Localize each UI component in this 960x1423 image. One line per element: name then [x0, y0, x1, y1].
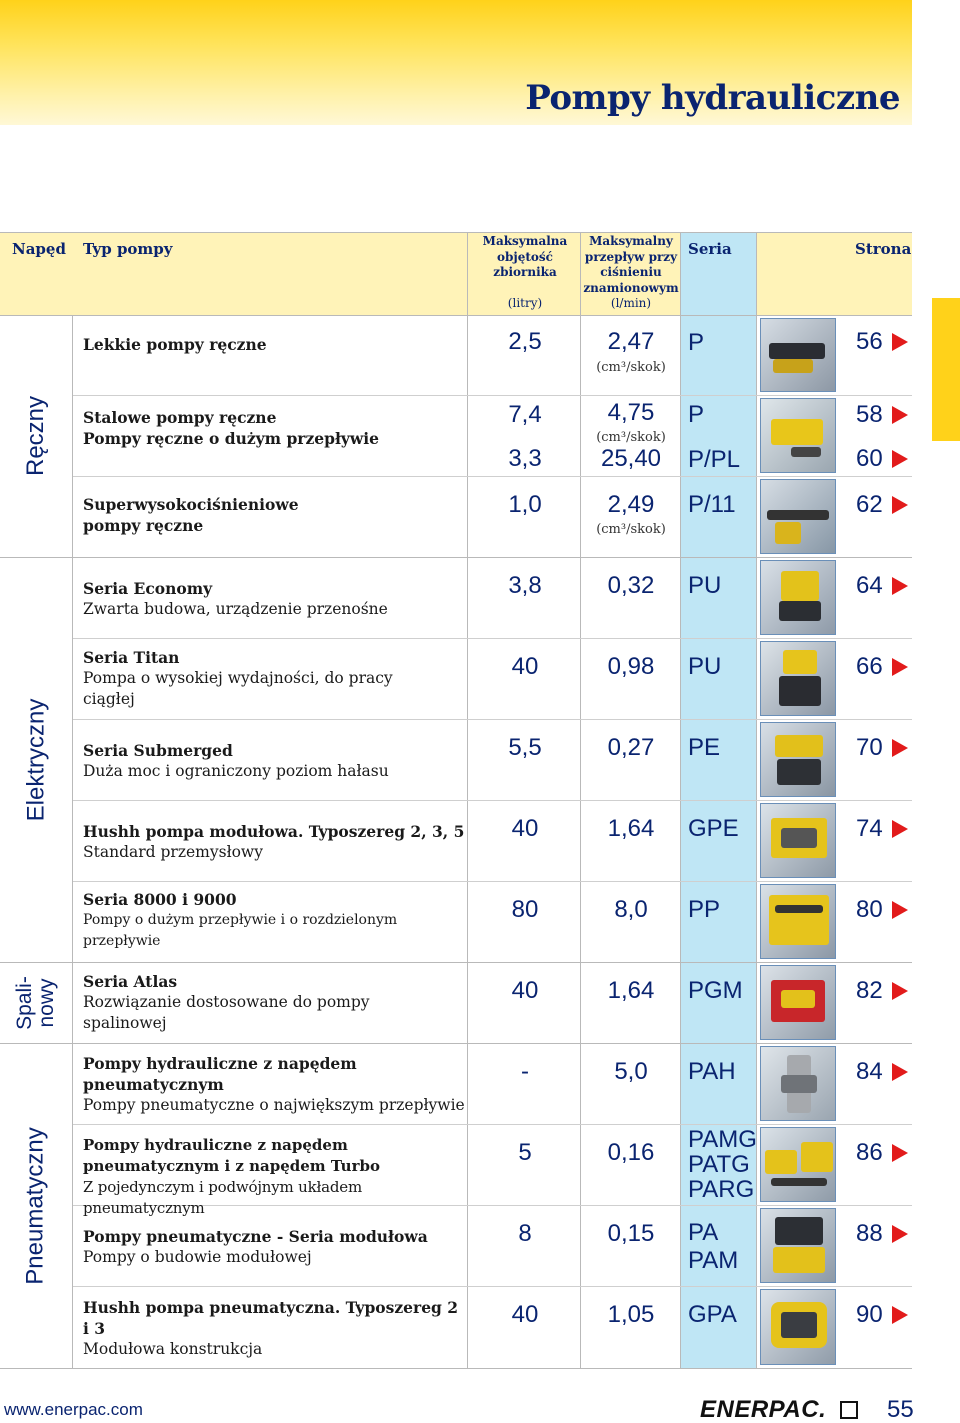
row-12-volume: 40 — [511, 1301, 539, 1328]
category-reczny-label: Ręczny — [22, 395, 49, 477]
row-2-flow-unit: (cm³/skok) — [596, 522, 666, 537]
row-4-series: PU — [688, 653, 722, 680]
row-9-type — [83, 1053, 468, 1116]
row-8-series: PGM — [688, 977, 743, 1004]
category-pneumatyczny — [0, 1043, 72, 1368]
row-0-type — [83, 334, 468, 355]
row-4-volume: 40 — [511, 653, 539, 680]
arrow-right-icon[interactable] — [892, 1063, 908, 1081]
row-4-page: 66 — [856, 653, 883, 680]
row-7-flow: 8,0 — [614, 896, 648, 923]
row-2-page: 62 — [856, 491, 883, 518]
category-elektryczny — [0, 557, 72, 962]
row-1-title: Stalowe pompy ręczne — [83, 408, 277, 427]
row-2-title: Superwysokociśnieniowe — [83, 495, 299, 514]
row-3-title: Seria Economy — [83, 579, 213, 598]
arrow-right-icon[interactable] — [892, 1225, 908, 1243]
row-0-page: 56 — [856, 328, 883, 355]
row-12-title: Hushh pompa pneumatyczna. Typoszereg 2 i 3 — [83, 1298, 459, 1338]
category-line — [0, 557, 912, 558]
row-0-title: Lekkie pompy ręczne — [83, 335, 267, 354]
footer-url[interactable]: www.enerpac.com — [4, 1400, 143, 1419]
edge-tab — [932, 298, 960, 441]
brand-logo: ENERPAC. — [700, 1396, 827, 1423]
arrow-right-icon[interactable] — [892, 1306, 908, 1324]
category-spalinowy — [0, 962, 72, 1043]
arrow-right-icon[interactable] — [892, 982, 908, 1000]
category-pneumatyczny-label: Pneumatyczny — [22, 1126, 49, 1285]
row-8-page: 82 — [856, 977, 883, 1004]
row-10-page: 86 — [856, 1139, 883, 1166]
row-10-title-2: pneumatycznym i z napędem Turbo — [83, 1157, 380, 1175]
row-10-series-2: PATG — [688, 1151, 750, 1178]
col-flow-l2: przepływ przy — [584, 249, 678, 264]
row-11-series-2: PAM — [688, 1247, 739, 1274]
row-9-product-image — [760, 1046, 836, 1121]
row-5-type — [83, 740, 468, 782]
row-10-title: Pompy hydrauliczne z napędem — [83, 1136, 348, 1154]
row-0-volume: 2,5 — [508, 328, 542, 355]
row-8-desc: Rozwiązanie dostosowane do pompy — [83, 993, 370, 1011]
row-7-title: Seria 8000 i 9000 — [83, 890, 237, 909]
arrow-right-icon[interactable] — [892, 450, 908, 468]
row-7-product-image — [760, 884, 836, 959]
grid-line — [0, 232, 912, 233]
row-11-product-image — [760, 1208, 836, 1283]
row-5-desc: Duża moc i ograniczony poziom hałasu — [83, 762, 389, 780]
row-12-type — [83, 1297, 468, 1360]
row-11-page: 88 — [856, 1220, 883, 1247]
col-seria: Seria — [688, 240, 732, 258]
row-line — [73, 1286, 912, 1287]
arrow-right-icon[interactable] — [892, 577, 908, 595]
row-1-volume: 7,4 — [508, 401, 542, 428]
col-flow-l4: znamionowym — [583, 280, 679, 295]
brand-logo-mark-icon — [840, 1401, 858, 1419]
row-line — [73, 800, 912, 801]
arrow-right-icon[interactable] — [892, 496, 908, 514]
row-9-title-2: pneumatycznym — [83, 1075, 224, 1094]
category-spalinowy-l2: nowy — [34, 977, 58, 1028]
row-12-page: 90 — [856, 1301, 883, 1328]
row-7-desc-2: przepływie — [83, 933, 161, 949]
row-3-volume: 3,8 — [508, 572, 542, 599]
row-4-title: Seria Titan — [83, 648, 180, 667]
row-line — [73, 638, 912, 639]
row-7-page: 80 — [856, 896, 883, 923]
row-7-series: PP — [688, 896, 721, 923]
row-10-desc: Z pojedynczym i podwójnym układem pneumatycznym — [83, 1178, 362, 1217]
row-8-flow: 1,64 — [607, 977, 655, 1004]
row-1-series-2: P/PL — [688, 446, 741, 473]
row-9-desc: Pompy pneumatyczne o największym przepływie — [83, 1096, 465, 1114]
col-volume-l3: zbiornika — [493, 265, 557, 279]
row-2-type — [83, 494, 468, 536]
grid-line — [0, 315, 912, 316]
row-6-flow: 1,64 — [607, 815, 655, 842]
grid-line — [0, 1368, 912, 1369]
row-12-desc: Modułowa konstrukcja — [83, 1340, 263, 1358]
row-10-series: PAMG — [688, 1126, 757, 1153]
row-3-flow: 0,32 — [607, 572, 655, 599]
row-5-series: PE — [688, 734, 721, 761]
row-8-type — [83, 971, 468, 1034]
row-11-type — [83, 1226, 468, 1268]
row-1-page-2: 60 — [856, 445, 883, 472]
row-line — [73, 881, 912, 882]
row-8-product-image — [760, 965, 836, 1040]
row-5-volume: 5,5 — [508, 734, 542, 761]
category-spalinowy-l1: Spali- — [12, 975, 36, 1030]
row-1-volume-2: 3,3 — [508, 445, 542, 472]
row-5-title: Seria Submerged — [83, 741, 233, 760]
row-1-flow: 4,75 — [607, 399, 655, 426]
category-line — [0, 962, 912, 963]
row-4-desc-2: ciągłej — [83, 690, 135, 708]
row-6-desc: Standard przemysłowy — [83, 843, 263, 861]
arrow-right-icon[interactable] — [892, 820, 908, 838]
row-1-title-2: Pompy ręczne o dużym przepływie — [83, 429, 380, 448]
grid-line — [72, 315, 73, 1368]
row-9-series: PAH — [688, 1058, 736, 1085]
row-3-page: 64 — [856, 572, 883, 599]
col-flow — [582, 234, 680, 296]
row-5-page: 70 — [856, 734, 883, 761]
col-flow-l3: ciśnieniu — [600, 265, 662, 279]
row-3-desc: Zwarta budowa, urządzenie przenośne — [83, 600, 388, 618]
row-10-type — [83, 1135, 468, 1219]
category-spalinowy-label — [14, 976, 58, 1030]
row-1-product-image — [760, 398, 836, 473]
row-6-series: GPE — [688, 815, 739, 842]
row-6-page: 74 — [856, 815, 883, 842]
row-0-flow: 2,47 — [607, 328, 655, 355]
row-3-series: PU — [688, 572, 722, 599]
arrow-right-icon[interactable] — [892, 739, 908, 757]
row-12-series: GPA — [688, 1301, 737, 1328]
row-line — [73, 395, 912, 396]
row-4-product-image — [760, 641, 836, 716]
category-line — [0, 1043, 912, 1044]
row-10-product-image — [760, 1127, 836, 1202]
category-elektryczny-label: Elektryczny — [22, 698, 50, 821]
row-6-title: Hushh pompa modułowa. Typoszereg 2, 3, 5 — [83, 822, 465, 841]
row-7-desc: Pompy o dużym przepływie i o rozdzielonym — [83, 912, 398, 928]
row-6-product-image — [760, 803, 836, 878]
row-10-volume: 5 — [518, 1139, 532, 1166]
row-11-title: Pompy pneumatyczne - Seria modułowa — [83, 1227, 428, 1246]
row-9-flow: 5,0 — [614, 1058, 648, 1085]
row-9-page: 84 — [856, 1058, 883, 1085]
page-number: 55 — [887, 1396, 914, 1423]
row-8-title: Seria Atlas — [83, 972, 178, 991]
row-2-series: P/11 — [688, 491, 736, 518]
col-flow-l1: Maksymalny — [589, 234, 673, 248]
row-0-flow-unit: (cm³/skok) — [596, 360, 666, 375]
row-line — [73, 476, 912, 477]
row-1-series: P — [688, 401, 705, 428]
arrow-right-icon[interactable] — [892, 658, 908, 676]
col-volume-l2: objętość — [497, 249, 553, 264]
row-4-type — [83, 647, 468, 710]
row-5-product-image — [760, 722, 836, 797]
row-9-title: Pompy hydrauliczne z napędem — [83, 1054, 357, 1073]
col-volume — [470, 234, 580, 281]
row-2-product-image — [760, 479, 836, 554]
page-title: Pompy hydrauliczne — [525, 78, 900, 118]
col-naped: Napęd — [12, 240, 66, 258]
row-10-series-3: PARG — [688, 1176, 755, 1203]
row-6-type — [83, 821, 468, 863]
row-9-volume: - — [521, 1058, 529, 1085]
row-11-desc: Pompy o budowie modułowej — [83, 1248, 312, 1266]
row-1-flow-2: 25,40 — [600, 445, 662, 472]
col-volume-l1: Maksymalna — [482, 234, 568, 248]
arrow-right-icon[interactable] — [892, 901, 908, 919]
row-12-flow: 1,05 — [607, 1301, 655, 1328]
row-3-product-image — [760, 560, 836, 635]
row-0-product-image — [760, 318, 836, 392]
arrow-right-icon[interactable] — [892, 333, 908, 351]
row-2-volume: 1,0 — [508, 491, 542, 518]
row-12-product-image — [760, 1289, 836, 1365]
row-11-volume: 8 — [518, 1220, 532, 1247]
col-strona: Strona — [855, 240, 912, 258]
row-4-desc: Pompa o wysokiej wydajności, do pracy — [83, 669, 393, 687]
col-typ: Typ pompy — [83, 240, 173, 258]
row-8-desc-2: spalinowej — [83, 1014, 167, 1032]
row-2-flow: 2,49 — [607, 491, 655, 518]
row-7-volume: 80 — [511, 896, 539, 923]
row-6-volume: 40 — [511, 815, 539, 842]
row-10-flow: 0,16 — [607, 1139, 655, 1166]
row-11-flow: 0,15 — [607, 1220, 655, 1247]
col-flow-unit: (l/min) — [610, 296, 652, 310]
row-1-flow-unit: (cm³/skok) — [596, 430, 666, 445]
category-reczny — [0, 315, 72, 557]
row-line — [73, 719, 912, 720]
row-line — [73, 1124, 912, 1125]
row-0-series: P — [688, 329, 705, 356]
row-11-series: PA — [688, 1219, 719, 1246]
arrow-right-icon[interactable] — [892, 406, 908, 424]
row-8-volume: 40 — [511, 977, 539, 1004]
row-7-type — [83, 889, 468, 952]
arrow-right-icon[interactable] — [892, 1144, 908, 1162]
row-1-page: 58 — [856, 401, 883, 428]
row-2-title-2: pompy ręczne — [83, 516, 204, 535]
col-volume-unit: (litry) — [507, 296, 543, 310]
row-4-flow: 0,98 — [607, 653, 655, 680]
row-5-flow: 0,27 — [607, 734, 655, 761]
row-3-type — [83, 578, 468, 620]
row-1-type — [83, 407, 468, 449]
